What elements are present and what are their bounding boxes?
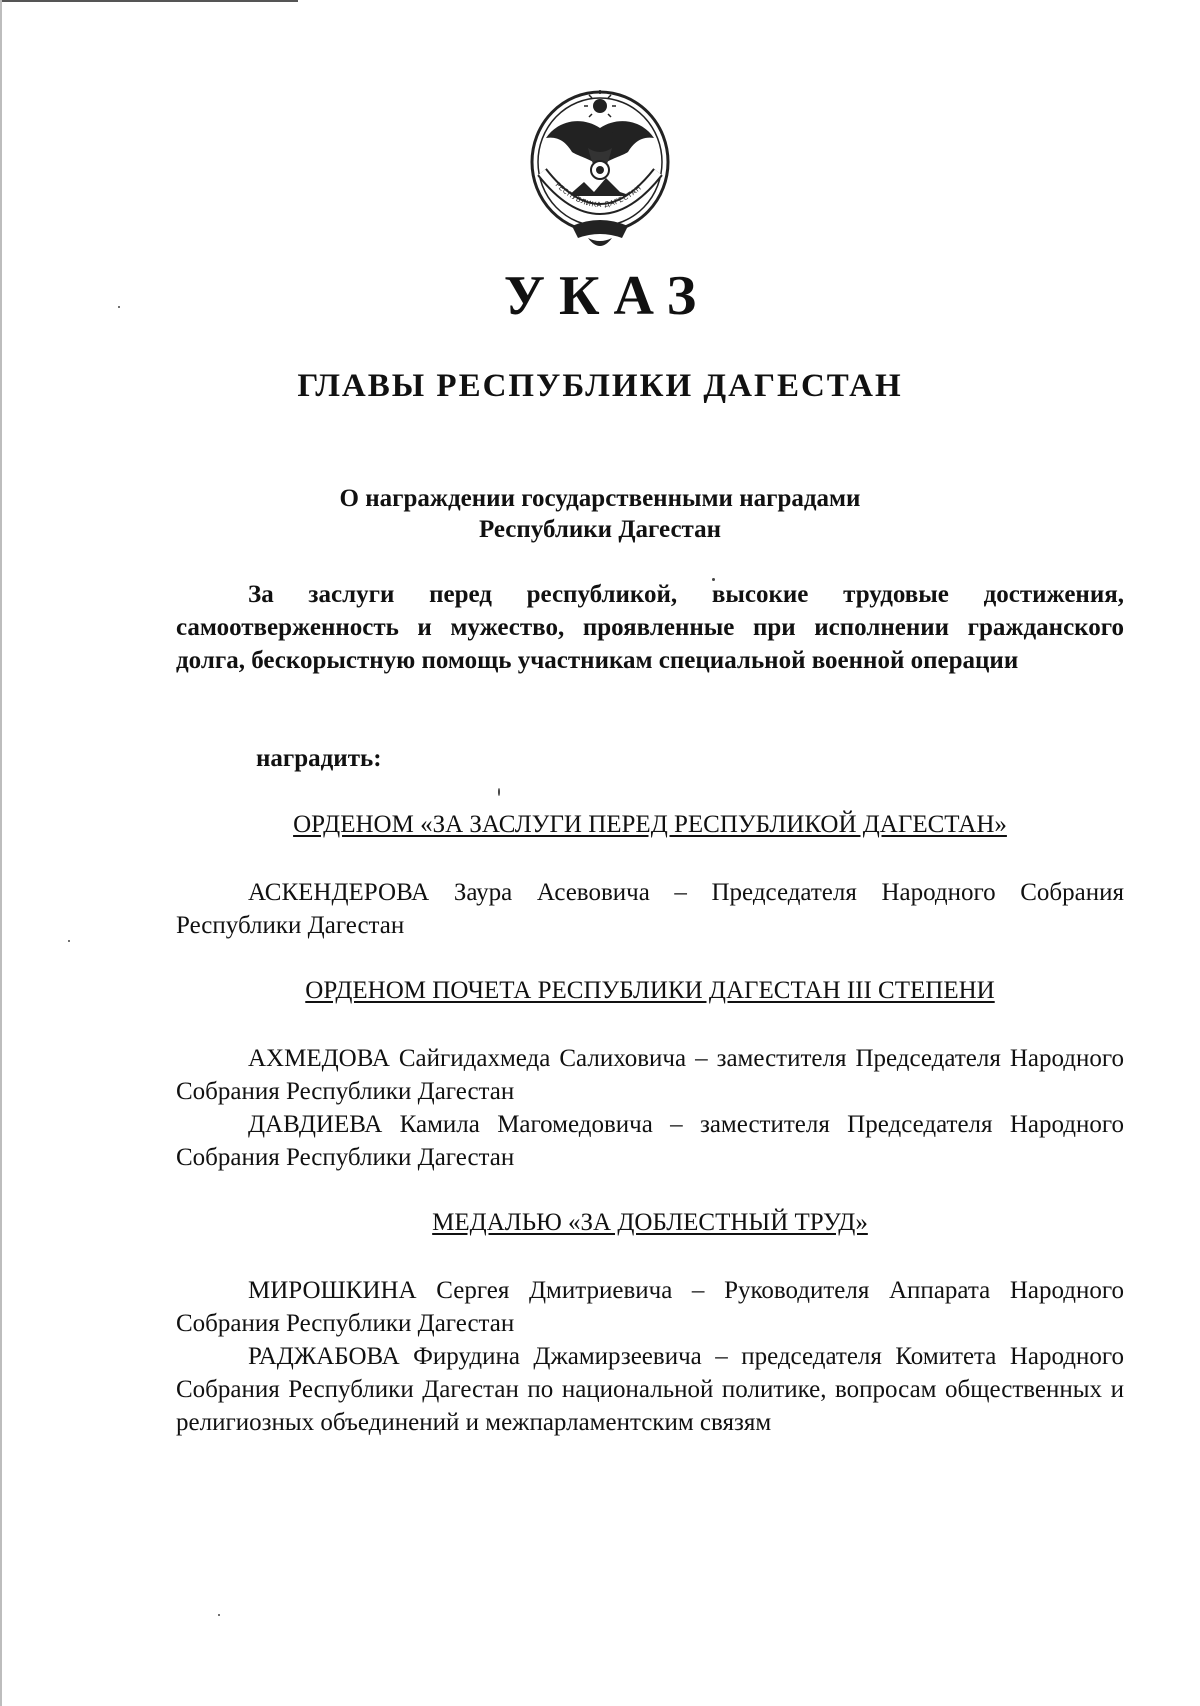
scan-speck — [498, 788, 500, 796]
award-heading: МЕДАЛЬЮ «ЗА ДОБЛЕСТНЫЙ ТРУД» — [432, 1209, 868, 1236]
awardee-entry: МИРОШКИНА Сергея Дмитриевича – Руководителя Аппарата Народного Собрания Республики Дагестан — [176, 1277, 1124, 1337]
scan-speck — [218, 1614, 220, 1616]
decree-verb: наградить: — [256, 745, 382, 772]
awardee-entry: АСКЕНДЕРОВА Заура Асевовича – Председателя Народного Собрания Республики Дагестан — [176, 879, 1124, 939]
scan-speck — [118, 306, 120, 308]
document-heading — [0, 483, 1200, 545]
awardee-entry: РАДЖАБОВА Фирудина Джамирзеевича – председателя Комитета Народного Собрания Республики Дагестан по национальной политике, вопросам общественных и религиозных объединений и межпарламентским связям — [176, 1343, 1124, 1436]
scan-edge-left — [0, 0, 2, 1706]
document-subtitle: ГЛАВЫ РЕСПУБЛИКИ ДАГЕСТАН — [297, 368, 903, 404]
awardee-entry: ДАВДИЕВА Камила Магомедовича – заместителя Председателя Народного Собрания Республики Дагестан — [176, 1111, 1124, 1171]
heading-line-2: Республики Дагестан — [478, 516, 722, 543]
scan-speck — [68, 940, 70, 942]
svg-text:РЕСПУБЛИКА ДАГЕСТАН: РЕСПУБЛИКА ДАГЕСТАН — [553, 180, 644, 210]
scan-edge-top — [0, 0, 298, 2]
preamble-paragraph: За заслуги перед республикой, высокие трудовые достижения, самоотверженность и мужество, проявленные при исполнении гражданского долга, бескорыстную помощь участникам специальной военной операции — [176, 581, 1124, 674]
awardee-entry: АХМЕДОВА Сайгидахмеда Салиховича – заместителя Председателя Народного Собрания Республики Дагестан — [176, 1045, 1124, 1105]
award-heading: ОРДЕНОМ «ЗА ЗАСЛУГИ ПЕРЕД РЕСПУБЛИКОЙ ДАГЕСТАН» — [293, 811, 1007, 838]
document-title: УКАЗ — [503, 265, 711, 327]
dagestan-coat-of-arms-icon — [522, 86, 678, 254]
heading-line-1: О награждении государственными наградами — [339, 485, 861, 512]
scan-speck — [712, 578, 715, 581]
award-heading: ОРДЕНОМ ПОЧЕТА РЕСПУБЛИКИ ДАГЕСТАН III СТЕПЕНИ — [305, 977, 995, 1004]
